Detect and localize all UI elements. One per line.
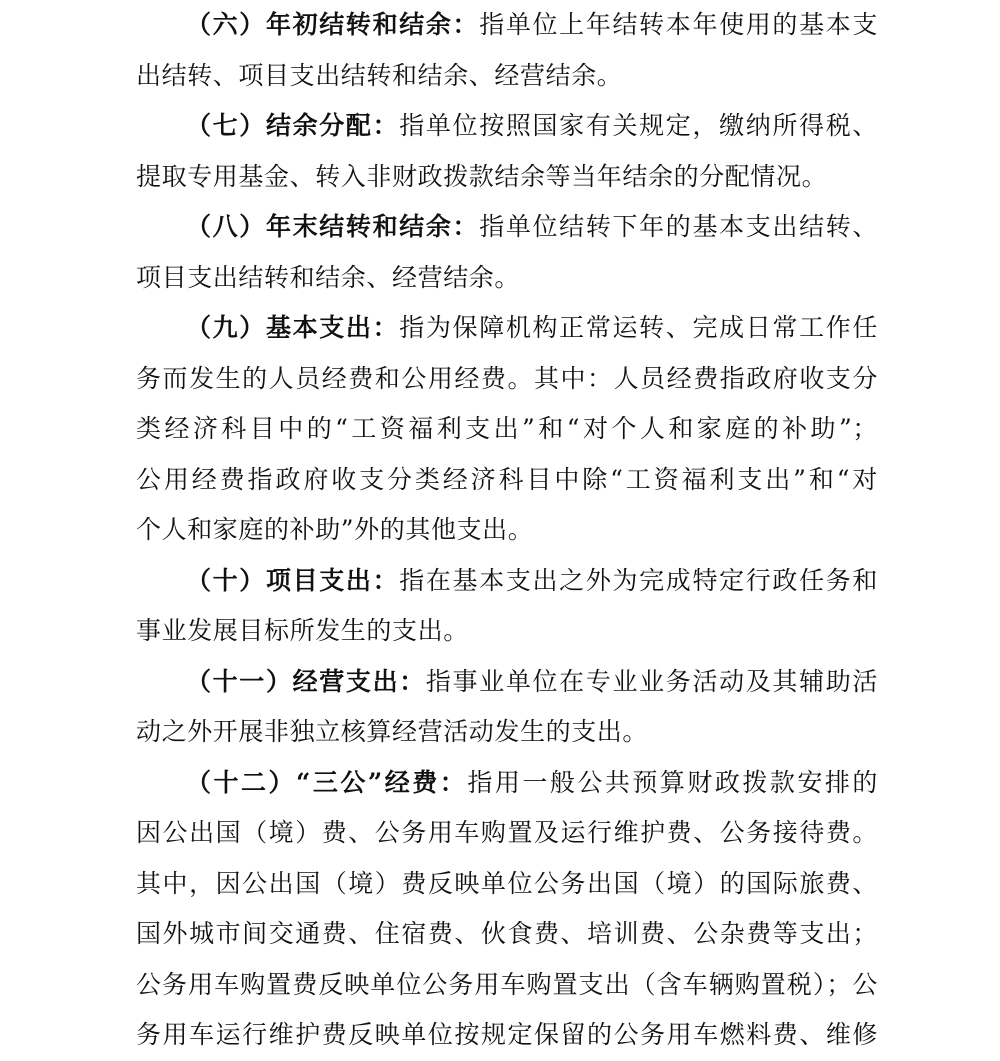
paragraph-line: 提取专用基金、转入非财政拨款结余等当年结余的分配情况。 (136, 161, 828, 191)
paragraph-line (136, 657, 878, 708)
paragraph-line: 类经济科目中的“工资福利支出”和“对个人和家庭的补助”； (136, 414, 878, 443)
definition-term: （十一）经营支出： (186, 666, 426, 696)
paragraph-line: 国外城市间交通费、住宿费、伙食费、培训费、公杂费等支出； (136, 919, 878, 948)
definition-text: 指事业单位在专业业务活动及其辅助活 (425, 666, 878, 696)
definition-text: 指用一般公共预算财政拨款安排的 (467, 767, 878, 797)
document-page (136, 0, 878, 1061)
definition-paragraph (136, 303, 878, 556)
definition-text: 指单位按照国家有关规定，缴纳所得税、 (399, 111, 878, 140)
definition-paragraph (136, 202, 878, 303)
definition-text: 指在基本支出之外为完成特定行政任务和 (399, 565, 878, 595)
definition-term: （十二）“三公”经费： (186, 767, 468, 797)
definition-paragraph (136, 758, 878, 1061)
paragraph-line: 公用经费指政府收支分类经济科目中除“工资福利支出”和“对 (136, 464, 878, 494)
paragraph-line: 项目支出结转和结余、经营结余。 (136, 262, 521, 292)
definition-term: （十）项目支出： (186, 565, 400, 595)
definition-text: 指单位上年结转本年使用的基本支 (479, 10, 878, 39)
paragraph-line: 其中，因公出国（境）费反映单位公务出国（境）的国际旅费、 (136, 868, 878, 898)
paragraph-line (136, 0, 878, 51)
paragraph-line: 公务用车购置费反映单位公务用车购置支出（含车辆购置税）；公 (136, 969, 878, 999)
paragraph-line: 个人和家庭的补助”外的其他支出。 (136, 515, 534, 544)
definition-term: （八）年末结转和结余： (186, 212, 480, 241)
paragraph-line: 事业发展目标所发生的支出。 (136, 616, 469, 645)
paragraph-line: 出结转、项目支出结转和结余、经营结余。 (136, 60, 623, 90)
paragraph-line (136, 556, 878, 607)
definition-paragraph (136, 101, 878, 202)
paragraph-line: 因公出国（境）费、公务用车购置及运行维护费、公务接待费。 (136, 818, 878, 847)
definition-paragraph (136, 556, 878, 657)
paragraph-line (136, 758, 878, 809)
paragraph-line: 务而发生的人员经费和公用经费。其中：人员经费指政府收支分 (136, 363, 878, 393)
definition-term: （九）基本支出： (186, 313, 400, 342)
definition-paragraph (136, 0, 878, 101)
definition-text: 指为保障机构正常运转、完成日常工作任 (399, 313, 878, 342)
paragraph-line: 务用车运行维护费反映单位按规定保留的公务用车燃料费、维修 (136, 1020, 878, 1049)
paragraph-line (136, 303, 878, 354)
definition-text: 指单位结转下年的基本支出结转、 (479, 212, 878, 241)
paragraph-line (136, 101, 878, 152)
definition-term: （六）年初结转和结余： (186, 10, 480, 39)
definition-term: （七）结余分配： (186, 111, 400, 140)
paragraph-line (136, 202, 878, 253)
definition-paragraph (136, 657, 878, 758)
paragraph-line: 动之外开展非独立核算经营活动发生的支出。 (136, 717, 649, 746)
